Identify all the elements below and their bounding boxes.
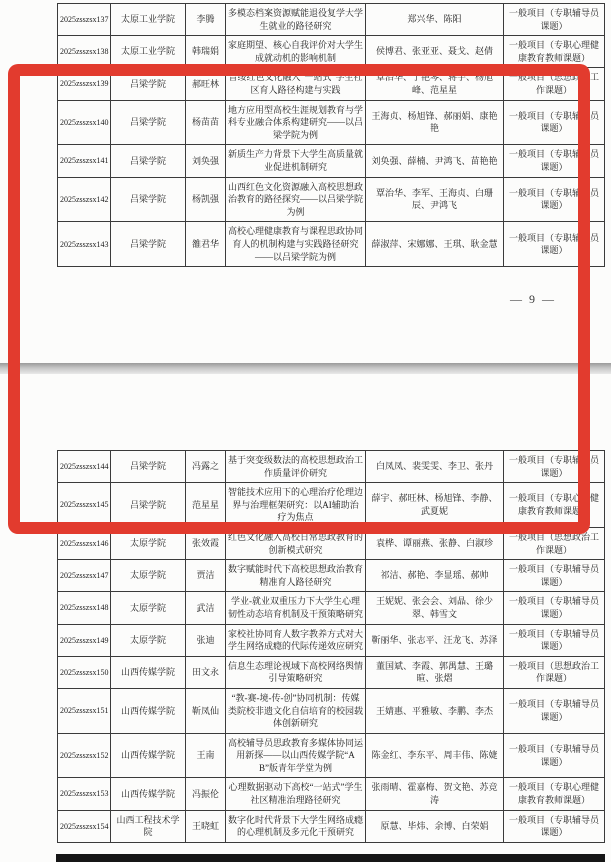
projects-table-page-2 (57, 450, 605, 843)
cell-leader: 田文永 (186, 656, 226, 688)
cell-id: 2025zsszsx139 (58, 68, 111, 100)
cell-title: 多模态档案资源赋能退役复学大学生就业的路径研究 (226, 4, 366, 36)
cell-members: 白凤凤、裴雯雯、李卫、张丹 (366, 451, 504, 483)
cell-leader: 贾洁 (186, 560, 226, 592)
cell-category: 一般项目（专职辅导员课题） (504, 145, 605, 177)
cell-category: 一般项目（专职辅导员课题） (504, 733, 605, 778)
cell-institution: 吕梁学院 (111, 177, 186, 222)
cell-id: 2025zsszsx149 (58, 624, 111, 656)
cell-members: 侯博君、张亚亚、聂戈、赵倩 (366, 36, 504, 68)
cell-members: 薛宇、郝旺林、杨旭锋、李静、武夏妮 (366, 483, 504, 528)
cell-category: 一般项目（思想政治工作课题） (504, 656, 605, 688)
cell-id: 2025zsszsx142 (58, 177, 111, 222)
cell-title: 地方应用型高校生涯规划教育与学科专业融合体系构建研究——以吕梁学院为例 (226, 100, 366, 145)
cell-category: 一般项目（专职辅导员课题） (504, 688, 605, 733)
cell-institution: 山西工程技术学院 (111, 810, 186, 842)
cell-category: 一般项目（专职辅导员课题） (504, 222, 605, 267)
cell-title: “教-赛-境-传-创”协同机制：传媒类院校非遗文化自信培育的校园载体创新研究 (226, 688, 366, 733)
projects-table-page-1 (57, 3, 605, 267)
cell-title: 数字化时代背景下大学生网络成瘾的心理机制及多元化干预研究 (226, 810, 366, 842)
cell-leader: 张效霞 (186, 527, 226, 559)
cell-id: 2025zsszsx145 (58, 483, 111, 528)
cell-id: 2025zsszsx152 (58, 733, 111, 778)
cell-leader: 张迪 (186, 624, 226, 656)
cell-institution: 太原学院 (111, 592, 186, 624)
cell-category: 一般项目（专职辅导员课题） (504, 592, 605, 624)
cell-members: 袁桦、谭丽燕、张静、白淑珍 (366, 527, 504, 559)
cell-title: 家庭期望、核心自我评价对大学生成就动机的影响机制 (226, 36, 366, 68)
cell-members: 王海贞、杨旭锋、郝丽娟、康艳艳 (366, 100, 504, 145)
cell-leader: 武洁 (186, 592, 226, 624)
table-row (58, 656, 605, 688)
cell-leader: 雒君华 (186, 222, 226, 267)
cell-title: 数字赋能时代下高校思想政治教育精准育人路径研究 (226, 560, 366, 592)
cell-category: 一般项目（专职辅导员课题） (504, 624, 605, 656)
cell-id: 2025zsszsx140 (58, 100, 111, 145)
table-row (58, 810, 605, 842)
cell-institution: 吕梁学院 (111, 483, 186, 528)
bottom-scan-band (56, 854, 605, 862)
cell-id: 2025zsszsx154 (58, 810, 111, 842)
cell-members: 覃治华、于艳琴、蒋宇、杨旭峰、范星星 (366, 68, 504, 100)
cell-title: 晋绥红色文化融入“一站式”学生社区育人路径构建与实践 (226, 68, 366, 100)
cell-institution: 吕梁学院 (111, 68, 186, 100)
cell-id: 2025zsszsx148 (58, 592, 111, 624)
cell-category: 一般项目（专职辅导员课题） (504, 810, 605, 842)
cell-title: 新质生产力背景下大学生高质量就业促进机制研究 (226, 145, 366, 177)
cell-id: 2025zsszsx137 (58, 4, 111, 36)
table-row (58, 4, 605, 36)
cell-category: 一般项目（专职辅导员课题） (504, 451, 605, 483)
cell-leader: 王南 (186, 733, 226, 778)
cell-title: 高校辅导员思政教育多媒体协同运用新探——以山西传媒学院“AB”版青年学堂为例 (226, 733, 366, 778)
cell-category: 一般项目（专职辅导员课题） (504, 177, 605, 222)
cell-title: 山西红色文化资源融入高校思想政治教育的路径探究——以吕梁学院为例 (226, 177, 366, 222)
cell-category: 一般项目（专职心理健康教育教师课题） (504, 778, 605, 810)
cell-members: 王婧惠、平雅敏、李鹏、李杰 (366, 688, 504, 733)
table-row (58, 177, 605, 222)
table-row (58, 68, 605, 100)
cell-category: 一般项目（思想政治工作课题） (504, 527, 605, 559)
cell-leader: 李腾 (186, 4, 226, 36)
cell-title: 基于突变级数法的高校思想政治工作质量评价研究 (226, 451, 366, 483)
table-row (58, 451, 605, 483)
cell-leader: 王晓虹 (186, 810, 226, 842)
cell-title: 家校社协同育人数字教养方式对大学生网络成瘾的代际传递效应研究 (226, 624, 366, 656)
table-row (58, 560, 605, 592)
cell-title: 信息生态理论视域下高校网络舆情引导策略研究 (226, 656, 366, 688)
cell-leader: 冯露之 (186, 451, 226, 483)
cell-members: 王妮妮、张会会、刘晶、徐少翠、韩雪文 (366, 592, 504, 624)
cell-members: 董国斌、李霞、郭禺慧、王璐暄、张熠 (366, 656, 504, 688)
table-row (58, 483, 605, 528)
cell-institution: 山西传媒学院 (111, 656, 186, 688)
table-row (58, 778, 605, 810)
cell-id: 2025zsszsx151 (58, 688, 111, 733)
cell-institution: 吕梁学院 (111, 145, 186, 177)
cell-category: 一般项目（思想政治工作课题） (504, 68, 605, 100)
cell-title: 学业-就业双重压力下大学生心理韧性动态培育机制及干预策略研究 (226, 592, 366, 624)
cell-id: 2025zsszsx153 (58, 778, 111, 810)
cell-leader: 刘奂强 (186, 145, 226, 177)
cell-institution: 吕梁学院 (111, 451, 186, 483)
cell-members: 郑兴华、陈阳 (366, 4, 504, 36)
cell-id: 2025zsszsx143 (58, 222, 111, 267)
cell-members: 陈金红、李东平、周丰伟、陈婕 (366, 733, 504, 778)
cell-institution: 山西传媒学院 (111, 688, 186, 733)
cell-institution: 太原学院 (111, 527, 186, 559)
cell-leader: 郝旺林 (186, 68, 226, 100)
table-row (58, 527, 605, 559)
cell-leader: 杨苗苗 (186, 100, 226, 145)
scan-page-1 (0, 0, 611, 363)
cell-members: 刘奂强、薛楠、尹鸿飞、苗艳艳 (366, 145, 504, 177)
cell-title: 智能技术应用下的心理治疗伦理边界与治理框架研究：以AI辅助治疗为焦点 (226, 483, 366, 528)
cell-leader: 靳凤仙 (186, 688, 226, 733)
cell-institution: 吕梁学院 (111, 222, 186, 267)
cell-id: 2025zsszsx150 (58, 656, 111, 688)
cell-members: 薛淑萍、宋娜娜、王琪、耿金慧 (366, 222, 504, 267)
cell-leader: 杨凯强 (186, 177, 226, 222)
cell-leader: 范星星 (186, 483, 226, 528)
cell-members: 张雨晴、霍嘉梅、贺文艳、苏竞涛 (366, 778, 504, 810)
cell-members: 靳丽华、张志平、汪龙飞、苏泽 (366, 624, 504, 656)
cell-leader: 冯振伦 (186, 778, 226, 810)
cell-category: 一般项目（专职辅导员课题） (504, 560, 605, 592)
cell-institution: 太原学院 (111, 560, 186, 592)
cell-institution: 太原工业学院 (111, 36, 186, 68)
table-row (58, 100, 605, 145)
cell-leader: 韩瑞娟 (186, 36, 226, 68)
cell-category: 一般项目（专职心理健康教育教师课题） (504, 36, 605, 68)
cell-institution: 太原工业学院 (111, 4, 186, 36)
table-row (58, 222, 605, 267)
cell-category: 一般项目（专职心理健康教育教师课题） (504, 483, 605, 528)
table-row (58, 624, 605, 656)
cell-category: 一般项目（专职辅导员课题） (504, 100, 605, 145)
table-row (58, 36, 605, 68)
table-row (58, 733, 605, 778)
cell-institution: 吕梁学院 (111, 100, 186, 145)
cell-id: 2025zsszsx147 (58, 560, 111, 592)
cell-members: 祁洁、郝艳、李显瑶、郝帅 (366, 560, 504, 592)
cell-institution: 太原学院 (111, 624, 186, 656)
cell-category: 一般项目（专职辅导员课题） (504, 4, 605, 36)
cell-members: 覃治华、李军、王海贞、白珊辰、尹鸿飞 (366, 177, 504, 222)
cell-title: 高校心理健康教育与课程思政协同育人的机制构建与实践路径研究——以吕梁学院为例 (226, 222, 366, 267)
cell-institution: 山西传媒学院 (111, 733, 186, 778)
cell-members: 原慧、毕炜、余博、白荣娟 (366, 810, 504, 842)
table-row (58, 145, 605, 177)
cell-title: 红色文化融入高校日常思政教育的创新模式研究 (226, 527, 366, 559)
cell-institution: 山西传媒学院 (111, 778, 186, 810)
cell-title: 心理数据驱动下高校“一站式”学生社区精准治理路径研究 (226, 778, 366, 810)
cell-id: 2025zsszsx138 (58, 36, 111, 68)
cell-id: 2025zsszsx144 (58, 451, 111, 483)
scan-page-2 (0, 374, 611, 862)
table-row (58, 592, 605, 624)
cell-id: 2025zsszsx141 (58, 145, 111, 177)
cell-id: 2025zsszsx146 (58, 527, 111, 559)
table-row (58, 688, 605, 733)
page-break-shadow (0, 363, 611, 374)
page-number: — 9 — (510, 292, 556, 306)
